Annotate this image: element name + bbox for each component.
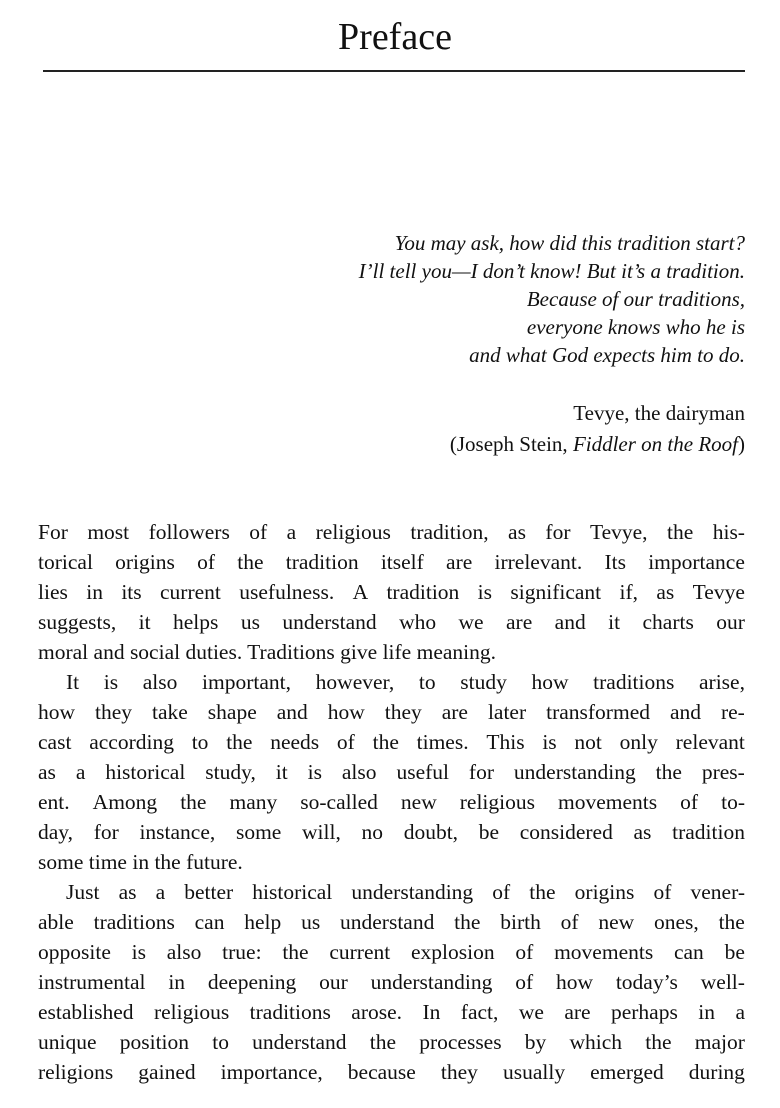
paragraph-line: suggests, it helps us understand who we are and it charts our [38,610,745,634]
body-text [38,517,745,1087]
paragraph-line: opposite is also true: the current explosion of movements can be [38,940,745,964]
source-suffix: ) [738,432,745,456]
epigraph-line: and what God expects him to do. [469,343,745,367]
title-rule [43,70,745,72]
paragraph-line: religions gained importance, because they usually emerged during [38,1060,745,1084]
epigraph [359,229,745,369]
paragraph-line: established religious traditions arose. In fact, we are perhaps in a [38,1000,745,1024]
paragraph-line: moral and social duties. Traditions give life meaning. [38,640,496,664]
paragraph-line: some time in the future. [38,850,243,874]
paragraph-line: For most followers of a religious tradition, as for Tevye, the his- [38,520,745,544]
epigraph-attribution [450,398,745,460]
epigraph-source [450,429,745,460]
paragraph-line: unique position to understand the processes by which the major [38,1030,745,1054]
epigraph-line: You may ask, how did this tradition start? [394,231,745,255]
source-prefix: (Joseph Stein, [449,432,573,456]
epigraph-line: I’ll tell you—I don’t know! But it’s a tradition. [358,259,745,283]
source-title: Fiddler on the Roof [572,432,738,456]
paragraph-line: ent. Among the many so-called new religious movements of to- [38,790,745,814]
paragraph-line: as a historical study, it is also useful for understanding the pres- [38,760,745,784]
paragraph-line: torical origins of the tradition itself are irrelevant. Its importance [38,550,745,574]
paragraph-line: how they take shape and how they are later transformed and re- [38,700,745,724]
paragraph-line: able traditions can help us understand the birth of new ones, the [38,910,745,934]
page-title: Preface [338,16,452,58]
paragraph-line: day, for instance, some will, no doubt, be considered as tradition [38,820,745,844]
paragraph-line: Just as a better historical understanding of the origins of vener- [66,880,745,904]
paragraph-line: instrumental in deepening our understanding of how today’s well- [38,970,745,994]
paragraph-line: cast according to the needs of the times. This is not only relevant [38,730,745,754]
paragraph-line: It is also important, however, to study how traditions arise, [66,670,745,694]
epigraph-speaker: Tevye, the dairyman [573,401,745,425]
paragraph-line: lies in its current usefulness. A tradition is significant if, as Tevye [38,580,745,604]
epigraph-line: everyone knows who he is [526,315,745,339]
epigraph-line: Because of our traditions, [526,287,745,311]
